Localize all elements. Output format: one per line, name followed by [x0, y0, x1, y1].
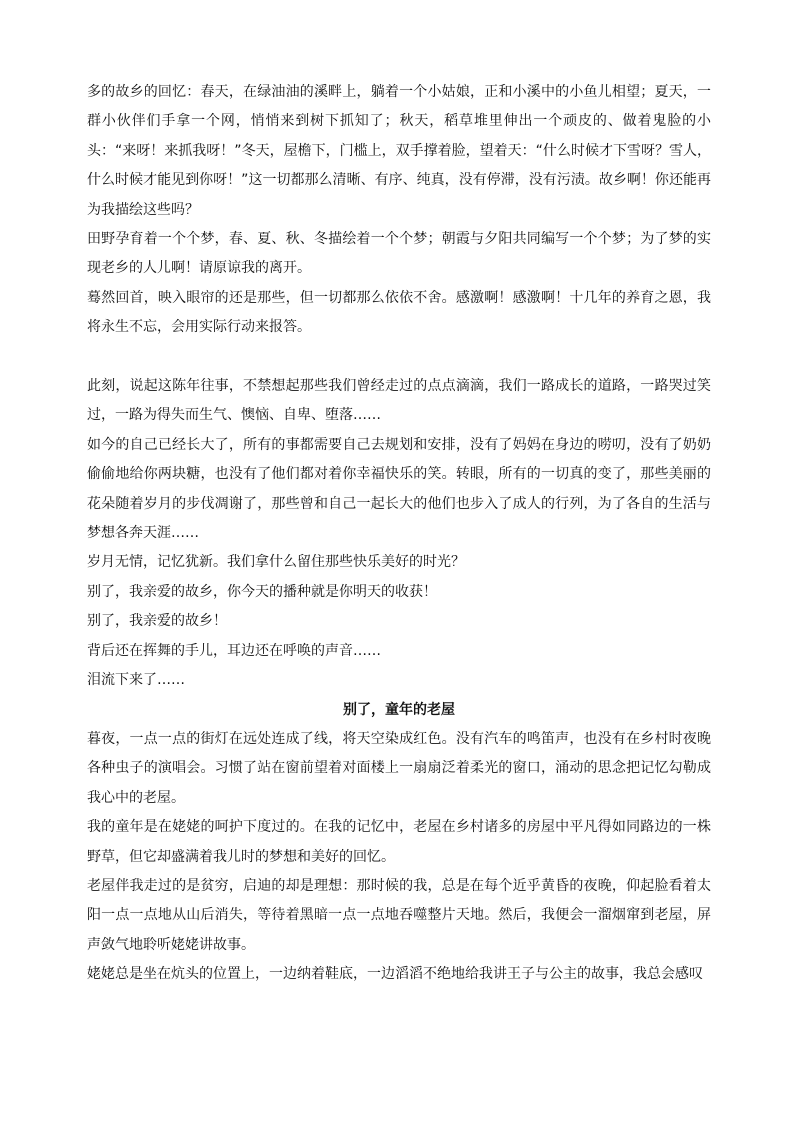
- paragraph-farewell-1: 别了，我亲爱的故乡，你今天的播种就是你明天的收获！: [87, 583, 437, 600]
- paragraph-looking-back: 蓦然回首，映入眼帘的还是那些，但一切都那么依依不舍。感激啊！感激啊！十几年的养育之恩，我将永生不忘，会用实际行动来报答。: [87, 289, 711, 336]
- essay-title: 别了，童年的老屋: [343, 701, 455, 718]
- document-body: [87, 78, 711, 990]
- paragraph-past-events: 此刻，说起这陈年往事，不禁想起那些我们曾经走过的点点滴滴，我们一路成长的道路，一路哭过笑过，一路为得失而生气、懊恼、自卑、堕落……: [87, 378, 711, 424]
- paragraph-fields-dreams: 田野孕育着一个个梦，春、夏、秋、冬描绘着一个个梦；朝霞与夕阳共同编写一个个梦；为了梦的实现老乡的人儿啊！请原谅我的离开。: [87, 231, 711, 277]
- paragraph-old-house: 老屋伴我走过的是贫穷，启迪的却是理想：那时候的我，总是在每个近乎黄昏的夜晚，仰起脸看着太阳一点一点地从山后消失，等待着黑暗一点一点地吞噬整片天地。然后，我便会一溜烟窜到老屋，屏声敛气地聆听姥姥讲故事。: [87, 877, 711, 953]
- paragraph-childhood: 我的童年是在姥姥的呵护下度过的。在我的记忆中，老屋在乡村诸多的房屋中平凡得如同路边的一株野草，但它却盛满着我儿时的梦想和美好的回忆。: [87, 819, 711, 865]
- paragraph-farewell-2: 别了，我亲爱的故乡！: [87, 613, 227, 630]
- paragraph-tears: 泪流下来了……: [87, 672, 185, 689]
- paragraph-waving-hands: 背后还在挥舞的手儿，耳边还在呼唤的声音……: [87, 642, 381, 659]
- paragraph-grown-up: 如今的自己已经长大了，所有的事都需要自己去规划和安排，没有了妈妈在身边的唠叨，没有了奶奶偷偷地给你两块糖，也没有了他们都对着你幸福快乐的笑。转眼，所有的一切真的变了，那些美丽的花朵随着岁月的步伐凋谢了，那些曾和自己一起长大的他们也步入了成人的行列，为了各自的生活与梦想各奔天涯……: [87, 436, 711, 542]
- paragraph-dusk: 暮夜，一点一点的街灯在远处连成了线，将天空染成红色。没有汽车的鸣笛声，也没有在乡村时夜晚各种虫子的演唱会。习惯了站在窗前望着对面楼上一扇扇泛着柔光的窗口，涌动的思念把记忆勾勒成我心中的老屋。: [87, 730, 711, 806]
- paragraph-gap: [87, 343, 711, 372]
- paragraph-time-memory: 岁月无情，记忆犹新。我们拿什么留住那些快乐美好的时光？: [87, 554, 465, 571]
- paragraph-hometown-memories: 多的故乡的回忆：春天，在绿油油的溪畔上，躺着一个小姑娘，正和小溪中的小鱼儿相望；夏天，一群小伙伴们手拿一个网，悄悄来到树下抓知了；秋天，稻草堆里伸出一个顽皮的、做着鬼脸的小头：“来呀！来抓我呀！”冬天，屋檐下，门槛上，双手撑着脸，望着天：“什么时候才下雪呀？雪人，什么时候才能见到你呀！”这一切都那么清晰、有序、纯真，没有停滞，没有污渍。故乡啊！你还能再为我描绘这些吗？: [87, 84, 711, 218]
- paragraph-grandma-stories: 姥姥总是坐在炕头的位置上，一边纳着鞋底，一边滔滔不绝地给我讲王子与公主的故事，我总会感叹: [87, 966, 703, 983]
